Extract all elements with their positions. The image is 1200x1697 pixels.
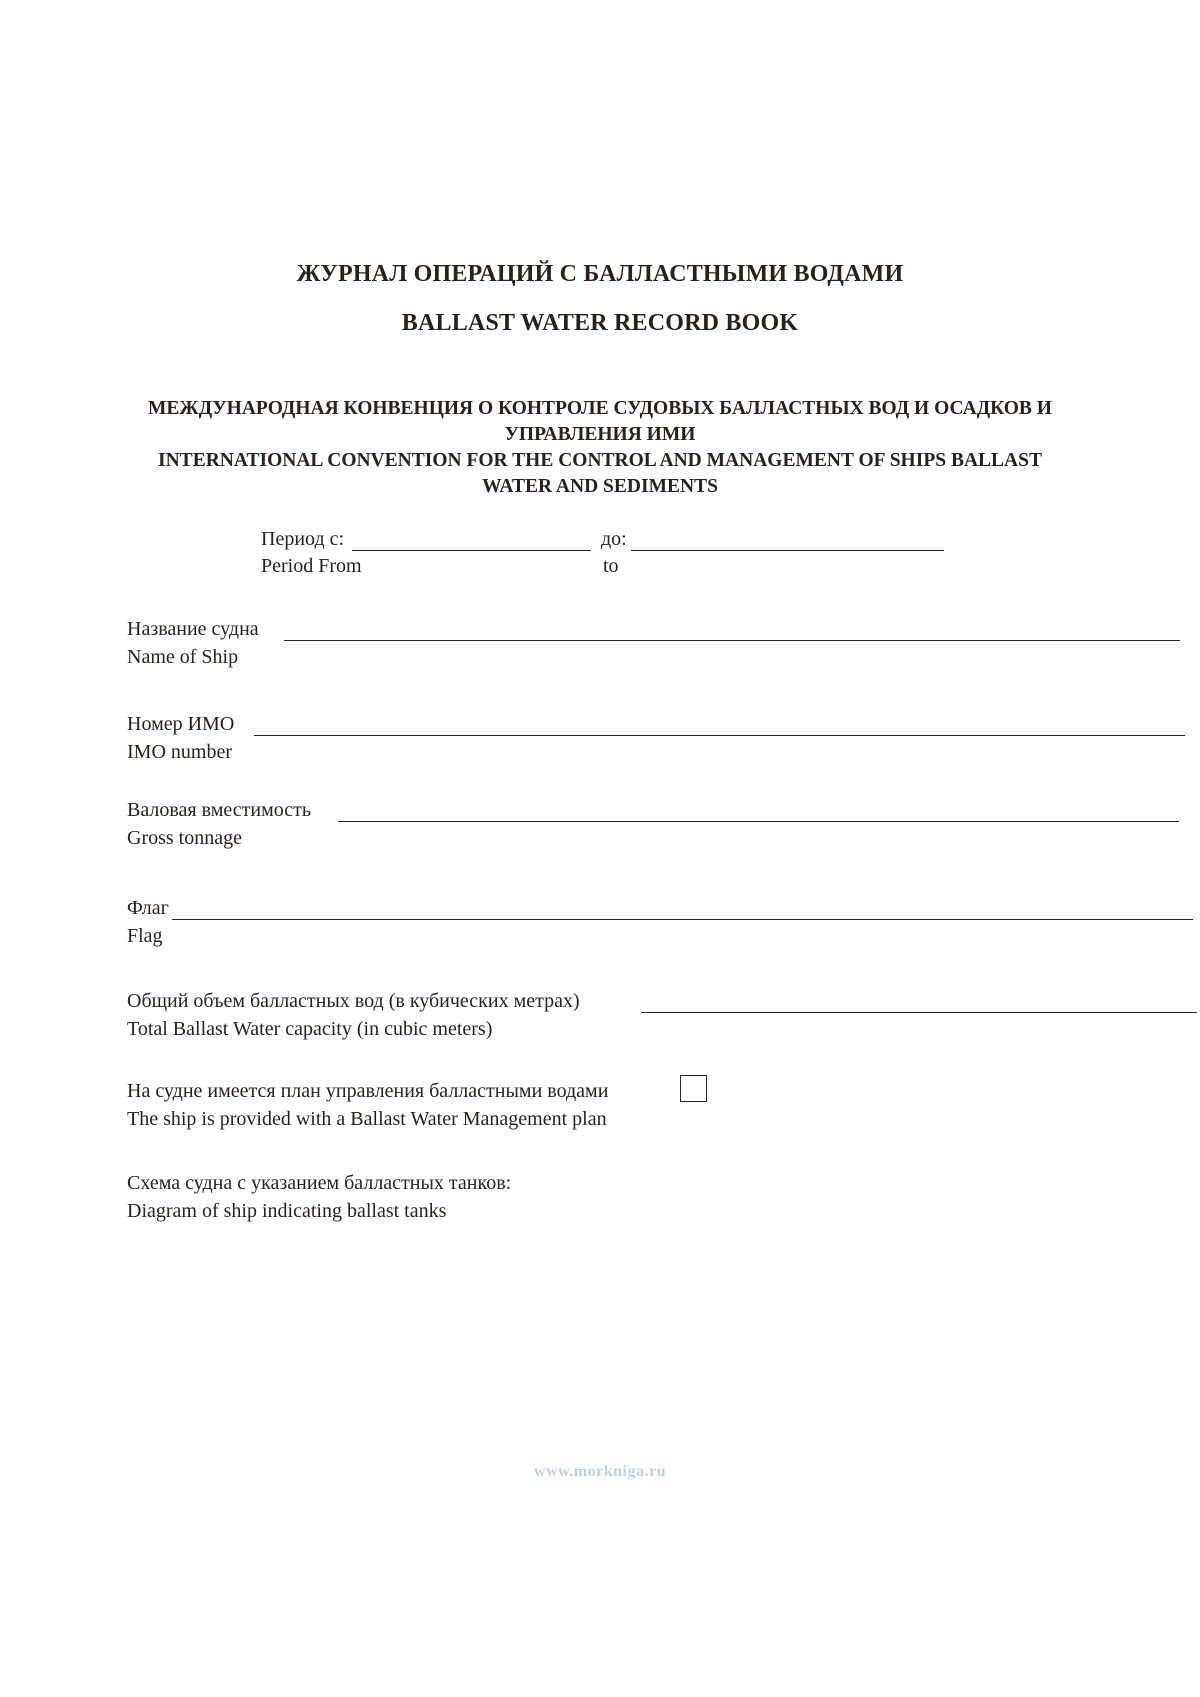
imo-number-field[interactable] [254, 735, 1185, 736]
flag-field[interactable] [172, 919, 1193, 920]
convention-ru-line-1: МЕЖДУНАРОДНАЯ КОНВЕНЦИЯ О КОНТРОЛЕ СУДОВЫХ БАЛЛАСТНЫХ ВОД И ОСАДКОВ И [148, 398, 1052, 419]
flag-label-ru: Флаг [127, 897, 169, 919]
capacity-label-en: Total Ballast Water capacity (in cubic meters) [127, 1018, 493, 1040]
convention-heading [110, 396, 1090, 500]
imo-number-label-en: IMO number [127, 741, 232, 763]
management-plan-label-ru: На судне имеется план управления балластными водами [127, 1080, 609, 1102]
convention-en-line-2: WATER AND SEDIMENTS [482, 476, 718, 497]
period-from-field[interactable] [352, 550, 591, 551]
period-section [0, 528, 1200, 588]
title-english: BALLAST WATER RECORD BOOK [401, 310, 799, 336]
management-plan-label-en: The ship is provided with a Ballast Water Management plan [127, 1108, 607, 1130]
period-from-label-en: Period From [261, 555, 362, 577]
period-to-label-en: to [603, 555, 619, 577]
convention-en-line-1: INTERNATIONAL CONVENTION FOR THE CONTROL AND MANAGEMENT OF SHIPS BALLAST [158, 450, 1042, 471]
imo-number-label-ru: Номер ИМО [127, 713, 235, 735]
ship-name-field[interactable] [284, 640, 1180, 641]
diagram-label-ru: Схема судна с указанием балластных танков: [127, 1172, 512, 1194]
ship-name-label-ru: Название судна [127, 618, 259, 640]
capacity-label-ru: Общий объем балластных вод (в кубических метрах) [127, 990, 580, 1012]
ship-name-label-en: Name of Ship [127, 646, 239, 668]
convention-ru-line-2: УПРАВЛЕНИЯ ИМИ [504, 424, 696, 445]
period-from-label-ru: Период с: [261, 528, 345, 550]
gross-tonnage-label-en: Gross tonnage [127, 827, 242, 849]
gross-tonnage-label-ru: Валовая вместимость [127, 799, 311, 821]
period-to-field[interactable] [631, 550, 944, 551]
period-to-label-ru: до: [601, 528, 627, 550]
watermark: www.morkniga.ru [534, 1463, 666, 1480]
capacity-field[interactable] [641, 1012, 1197, 1013]
diagram-label-en: Diagram of ship indicating ballast tanks [127, 1200, 447, 1222]
flag-label-en: Flag [127, 925, 163, 947]
gross-tonnage-field[interactable] [338, 821, 1179, 822]
title-russian: ЖУРНАЛ ОПЕРАЦИЙ С БАЛЛАСТНЫМИ ВОДАМИ [296, 261, 904, 287]
management-plan-checkbox[interactable] [680, 1075, 707, 1102]
